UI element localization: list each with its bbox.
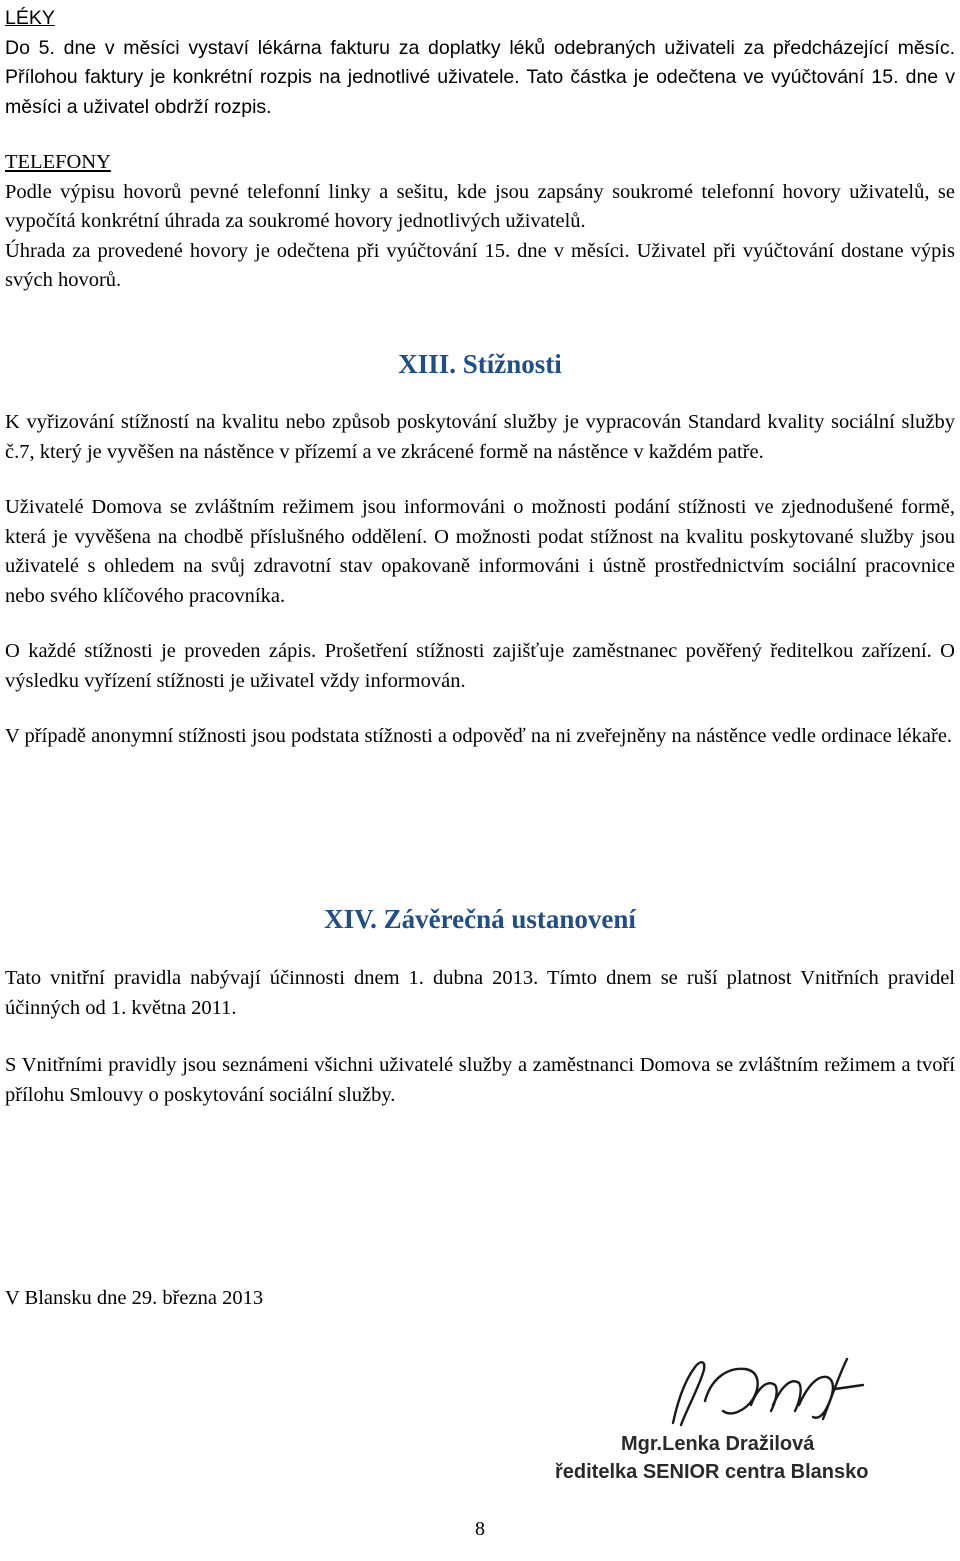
- signature-stroke: [751, 1383, 777, 1411]
- final-paragraph-2: S Vnitřními pravidly jsou seznámeni všichni uživatelé služby a zaměstnanci Domova se zvláštním režimem a tvoří přílohu Smlouvy o poskytování sociální služby.: [5, 1054, 955, 1106]
- telefony-heading: TELEFONY: [5, 151, 111, 173]
- place-date: V Blansku dne 29. března 2013: [5, 1287, 264, 1309]
- signature-block: [555, 1345, 915, 1495]
- signature-stroke: [799, 1377, 833, 1418]
- complaints-paragraph-1: K vyřizování stížností na kvalitu nebo způsob poskytování služby je vypracován Standard kvality sociální služby č.7, který je vyvěšen na nástěnce v přízemí a ve zkrácené formě na nástěnce v každém patře.: [5, 411, 955, 463]
- final-paragraph-1: Tato vnitřní pravidla nabývají účinnosti dnem 1. dubna 2013. Tímto dnem se ruší platnost Vnitřních pravidel účinných od 1. května 2011.: [5, 967, 955, 1019]
- section-13-body: [5, 408, 955, 752]
- section-14-body: [5, 964, 955, 1110]
- complaints-paragraph-2: Uživatelé Domova se zvláštním režimem jsou informováni o možnosti podání stížnosti ve zjednodušené formě, která je vyvěšena na chodbě příslušného oddělení. O možnosti podat stížnost na kvalitu poskytované služby jsou uživatelé s ohledem na svůj zdravotní stav opakovaně informováni i ústně prostřednictvím sociální pracovnice nebo svého klíčového pracovníka.: [5, 496, 955, 607]
- leky-text: Do 5. dne v měsíci vystaví lékárna fakturu za doplatky léků odebraných uživateli za předcházející měsíc. Přílohou faktury je konkrétní rozpis na jednotlivé uživatele. Tato částka je odečtena ve vyúčtování 15. dne v měsíci a uživatel obdrží rozpis.: [5, 36, 955, 118]
- signature-strokes: [673, 1359, 863, 1425]
- section-13-title: XIII. Stížnosti: [398, 349, 562, 379]
- leky-heading: LÉKY: [5, 7, 55, 29]
- telefony-text-2: Úhrada za provedené hovory je odečtena při vyúčtování 15. dne v měsíci. Uživatel při vyúčtování dostane výpis svých hovorů.: [5, 239, 955, 291]
- complaints-paragraph-3: O každé stížnosti je proveden zápis. Prošetření stížnosti zajišťuje zaměstnanec pověřený ředitelkou zařízení. O výsledku vyřízení stížnosti je uživatel vždy informován.: [5, 640, 955, 692]
- complaints-paragraph-4: V případě anonymní stížnosti jsou podstata stížnosti a odpověď na ni zveřejněny na nástěnce vedle ordinace lékaře.: [5, 725, 953, 747]
- signature-stroke: [673, 1362, 704, 1425]
- handwritten-signature: [555, 1345, 915, 1440]
- signature-stroke: [773, 1381, 801, 1411]
- signatory-name: Mgr.Lenka Dražilová: [621, 1433, 815, 1455]
- signatory-role: ředitelka SENIOR centra Blansko: [555, 1461, 869, 1483]
- section-14-title: XIV. Závěrečná ustanovení: [324, 904, 636, 934]
- telefony-text-1: Podle výpisu hovorů pevné telefonní linky a sešitu, kde jsou zapsány soukromé telefonní hovory uživatelů, se vypočítá konkrétní úhrada za soukromé hovory jednotlivých uživatelů.: [5, 180, 955, 232]
- section-telefony: [5, 148, 955, 296]
- page-number: 8: [475, 1518, 485, 1540]
- signature-stroke: [835, 1385, 863, 1389]
- signature-stroke: [705, 1369, 758, 1414]
- section-leky: [5, 4, 955, 122]
